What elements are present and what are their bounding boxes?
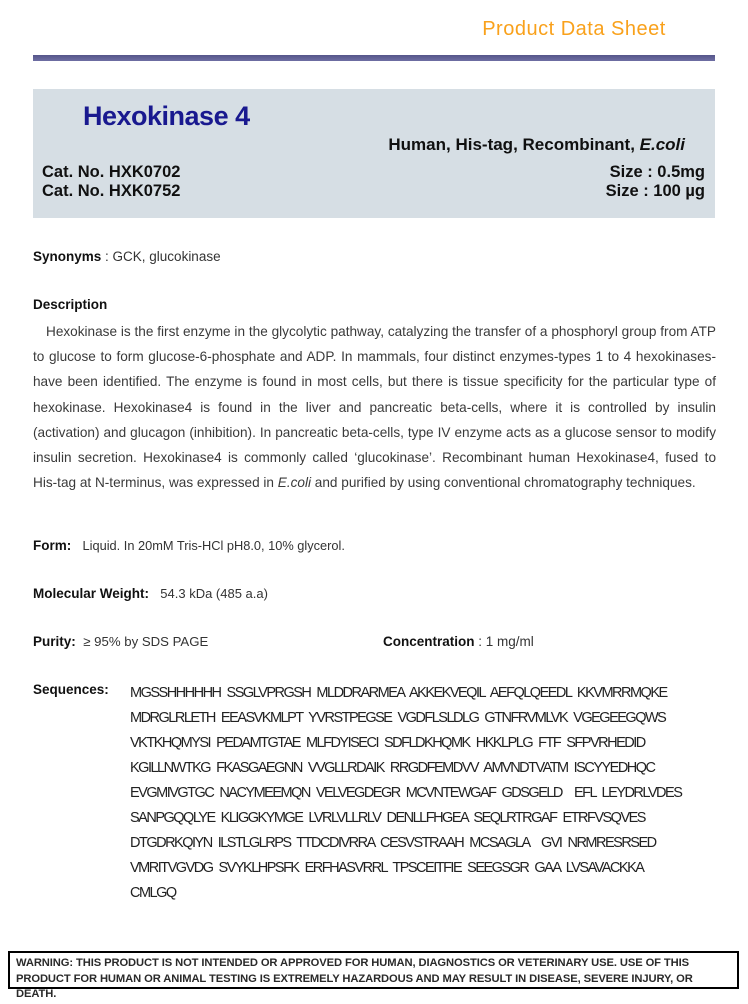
molecular-weight-label: Molecular Weight:: [33, 586, 150, 601]
product-banner: [33, 89, 715, 218]
sequence-lines: [130, 681, 723, 906]
synonyms-row: [33, 249, 715, 264]
description-text-2: and purified by using conventional chromatography techniques.: [311, 475, 696, 491]
sequence-line: DTGDRKQIYN ILSTLGLRPS TTDCDIVRRA CESVSTRAAH MCSAGLA GVI NRMRESRSED: [130, 835, 656, 851]
description-text-1: Hexokinase is the first enzyme in the glycolytic pathway, catalyzing the transfer of a phosphoryl group from ATP to glucose to form glucose-6-phosphate and ADP. In mammals, four distinct enzymes-types 1 to 4 hexokinases-have been identified. The enzyme is found in most cells, but there is tissue specificity for the particular type of hexokinase. Hexokinase4 is found in the liver and pancreatic beta-cells, where it is controlled by insulin (activation) and glucagon (inhibition). In pancreatic beta-cells, type IV enzyme acts as a glucose sensor to modify insulin secretion. Hexokinase4 is commonly called ‘glucokinase’. Recombinant human Hexokinase4, fused to His-tag at N-terminus, was expressed in: [33, 324, 716, 491]
sequence-line: SANPGQQLYE KLIGGKYMGE LVRLVLLRLV DENLLFHGEA SEQLRTRGAF ETRFVSQVES: [130, 810, 645, 826]
concentration-row: [383, 634, 534, 649]
sequence-line: KGILLNWTKG FKASGAEGNN VVGLLRDAIK RRGDFEMDVV AMVNDTVATM ISCYYEDHQC: [130, 760, 655, 776]
purity-value: ≥ 95% by SDS PAGE: [83, 634, 209, 649]
sequence-line: MGSSHHHHHH SSGLVPRGSH MLDDRARMEA AKKEKVEQIL AEFQLQEEDL KKVMRRMQKE: [130, 685, 667, 701]
doc-title: Product Data Sheet: [482, 18, 666, 40]
molecular-weight-value: 54.3 kDa (485 a.a): [160, 586, 268, 601]
catalog-number-2: Cat. No. HXK0752: [42, 182, 181, 200]
sequences-section: [33, 681, 723, 906]
catalog-numbers: [42, 163, 180, 201]
sequence-line: EVGMIVGTGC NACYMEEMQN VELVEGDEGR MCVNTEWGAF GDSGELD EFL LEYDRLVDES: [130, 785, 682, 801]
warning-text: THIS PRODUCT IS NOT INTENDED OR APPROVED FOR HUMAN, DIAGNOSTICS OR VETERINARY USE. USE OF THIS PRODUCT FOR HUMAN OR ANIMAL TESTING IS EXTREMELY HAZARDOUS AND MAY RESULT IN DISEASE, SEVERE INJURY, OR DEATH.: [16, 957, 693, 1000]
warning-box: [8, 951, 739, 1000]
warning-label: WARNING:: [16, 957, 73, 969]
size-2: Size : 100 µg: [605, 182, 705, 200]
product-name: Hexokinase 4: [83, 101, 250, 131]
catalog-number-1: Cat. No. HXK0702: [42, 163, 181, 181]
synonyms-value: : GCK, glucokinase: [101, 249, 221, 264]
product-subtitle: [388, 135, 685, 155]
sequences-label: Sequences:: [33, 682, 109, 697]
catalog-sizes: [606, 163, 705, 201]
sequence-line: CMLGQ: [130, 885, 176, 901]
description-paragraph: [33, 319, 716, 495]
form-value: Liquid. In 20mM Tris-HCl pH8.0, 10% glycerol.: [82, 538, 345, 553]
form-label: Form:: [33, 538, 72, 553]
concentration-label: Concentration: [383, 634, 475, 649]
purity-row: [33, 634, 208, 649]
subtitle-text: Human, His-tag, Recombinant,: [388, 135, 640, 154]
sequence-line: VKTKHQMYSI PEDAMTGTAE MLFDYISECI SDFLDKHQMK HKKLPLG FTF SFPVRHEDID: [130, 735, 645, 751]
subtitle-organism: E.coli: [639, 135, 685, 154]
sequence-line: VMRITVGVDG SVYKLHPSFK ERFHASVRRL TPSCEITFIE SEEGSGR GAA LVSAVACKKA: [130, 860, 644, 876]
purity-label: Purity:: [33, 634, 76, 649]
form-row: [33, 538, 345, 553]
concentration-value: : 1 mg/ml: [474, 634, 534, 649]
size-1: Size : 0.5mg: [609, 163, 705, 181]
sequence-line: MDRGLRLETH EEASVKMLPT YVRSTPEGSE VGDFLSLDLG GTNFRVMLVK VGEGEEGQWS: [130, 710, 666, 726]
header-divider-bar: [33, 55, 715, 61]
molecular-weight-row: [33, 586, 268, 601]
synonyms-label: Synonyms: [33, 249, 102, 264]
description-label: Description: [33, 297, 108, 312]
description-organism: E.coli: [277, 475, 312, 491]
